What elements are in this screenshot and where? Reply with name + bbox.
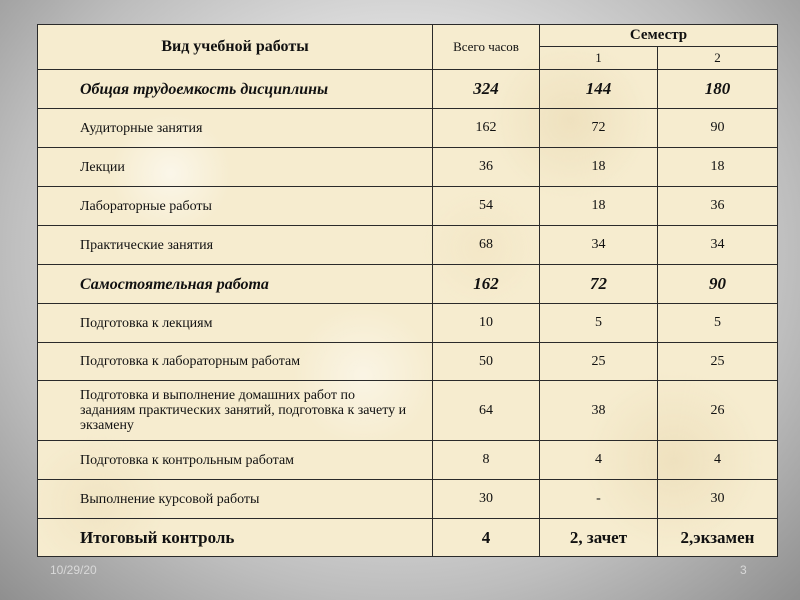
table-row <box>38 109 778 148</box>
row-semester-2: 90 <box>658 265 778 304</box>
row-semester-2: 2,экзамен <box>658 519 778 557</box>
slide-page-number: 3 <box>740 563 747 577</box>
row-semester-2: 180 <box>658 70 778 109</box>
row-semester-1: 18 <box>540 148 658 187</box>
row-semester-1: 144 <box>540 70 658 109</box>
table-row <box>38 343 778 381</box>
row-semester-2: 26 <box>658 381 778 441</box>
table-row <box>38 265 778 304</box>
row-label: Подготовка к контрольным работам <box>38 441 433 480</box>
table-row <box>38 226 778 265</box>
row-total: 162 <box>433 109 540 148</box>
table-row <box>38 148 778 187</box>
table-row <box>38 381 778 441</box>
table-row <box>38 480 778 519</box>
header-semester-2: 2 <box>658 47 778 70</box>
slide-date: 10/29/20 <box>50 563 97 577</box>
row-semester-2: 36 <box>658 187 778 226</box>
row-total: 324 <box>433 70 540 109</box>
row-label: Самостоятельная работа <box>38 265 433 304</box>
row-semester-1: 72 <box>540 109 658 148</box>
row-total: 10 <box>433 304 540 343</box>
header-work-type: Вид учебной работы <box>38 25 433 70</box>
row-total: 8 <box>433 441 540 480</box>
row-label: Практические занятия <box>38 226 433 265</box>
table-row <box>38 304 778 343</box>
row-semester-1: 38 <box>540 381 658 441</box>
table-row <box>38 187 778 226</box>
row-semester-2: 4 <box>658 441 778 480</box>
row-semester-2: 90 <box>658 109 778 148</box>
row-label: Подготовка к лабораторным работам <box>38 343 433 381</box>
row-total: 4 <box>433 519 540 557</box>
row-total: 64 <box>433 381 540 441</box>
row-semester-1: 25 <box>540 343 658 381</box>
row-semester-2: 5 <box>658 304 778 343</box>
row-total: 68 <box>433 226 540 265</box>
row-label: Подготовка к лекциям <box>38 304 433 343</box>
row-total: 36 <box>433 148 540 187</box>
table-row <box>38 519 778 557</box>
row-semester-1: 34 <box>540 226 658 265</box>
row-total: 162 <box>433 265 540 304</box>
workload-table <box>37 24 778 557</box>
header-semester: Семестр <box>540 25 778 47</box>
row-total: 30 <box>433 480 540 519</box>
row-semester-2: 25 <box>658 343 778 381</box>
row-label: Аудиторные занятия <box>38 109 433 148</box>
row-total: 50 <box>433 343 540 381</box>
row-semester-2: 30 <box>658 480 778 519</box>
row-semester-2: 34 <box>658 226 778 265</box>
table-row <box>38 70 778 109</box>
row-semester-1: 18 <box>540 187 658 226</box>
row-label: Лабораторные работы <box>38 187 433 226</box>
row-semester-2: 18 <box>658 148 778 187</box>
table-row <box>38 441 778 480</box>
row-semester-1: - <box>540 480 658 519</box>
row-label: Подготовка и выполнение домашних работ по заданиям практических занятий, подготовка к зачету и экзамену <box>38 381 433 441</box>
row-label: Выполнение курсовой работы <box>38 480 433 519</box>
row-total: 54 <box>433 187 540 226</box>
header-semester-1: 1 <box>540 47 658 70</box>
row-label: Общая трудоемкость дисциплины <box>38 70 433 109</box>
row-label: Итоговый контроль <box>38 519 433 557</box>
row-semester-1: 4 <box>540 441 658 480</box>
table-header-row <box>38 25 778 47</box>
row-label: Лекции <box>38 148 433 187</box>
header-total-hours: Всего часов <box>433 25 540 70</box>
row-semester-1: 2, зачет <box>540 519 658 557</box>
row-semester-1: 72 <box>540 265 658 304</box>
row-semester-1: 5 <box>540 304 658 343</box>
